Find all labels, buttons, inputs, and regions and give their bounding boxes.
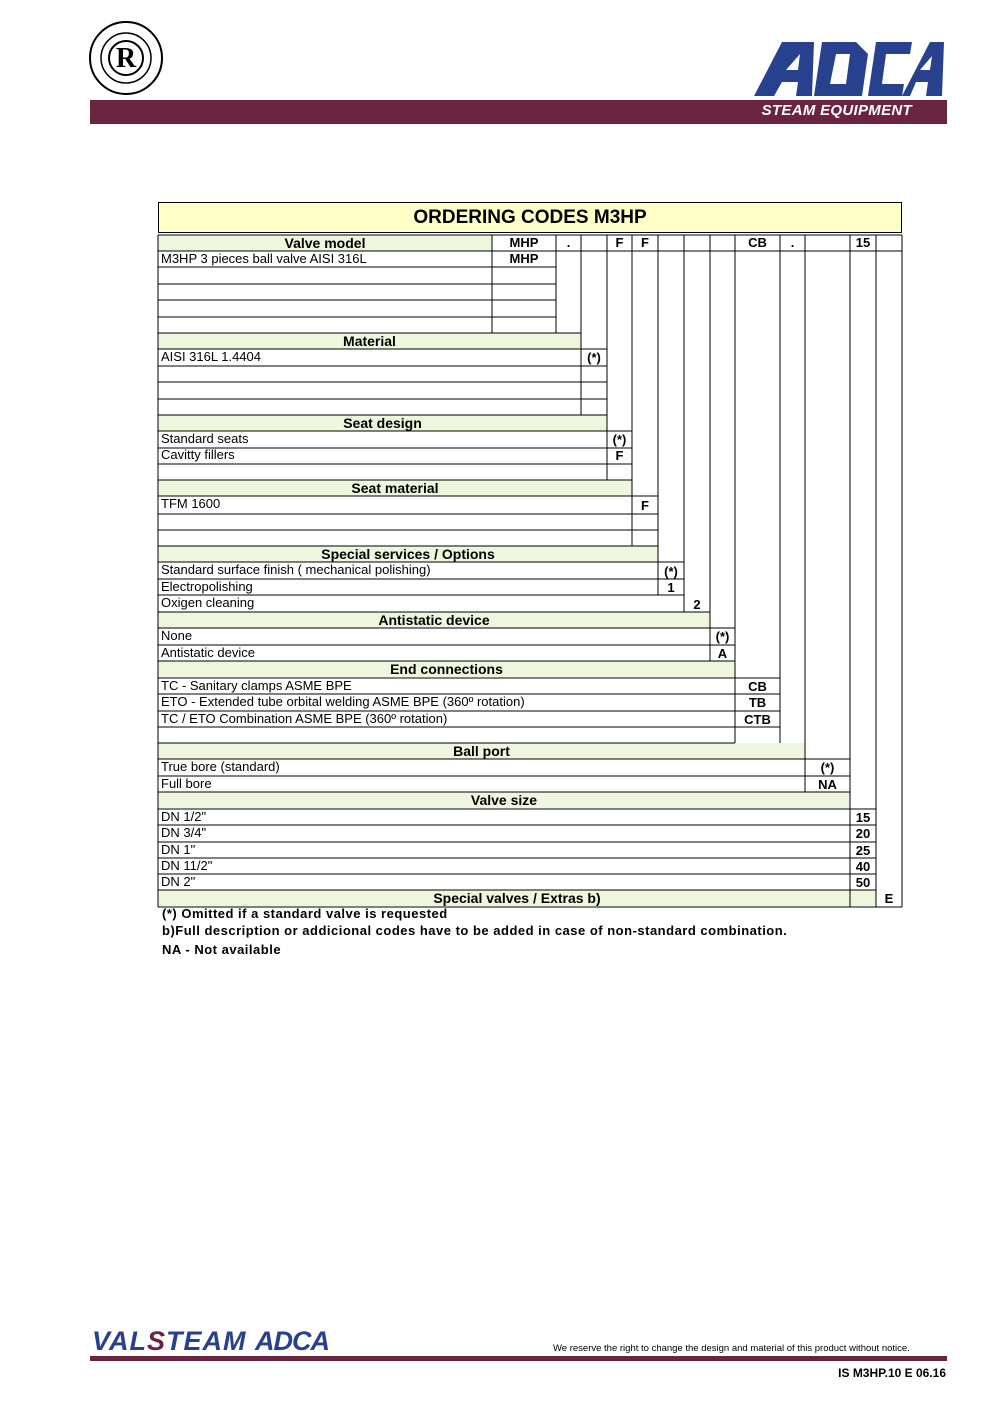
- note-standard: (*) Omitted if a standard valve is requested: [162, 906, 448, 921]
- section-extras: Special valves / Extras b): [158, 890, 876, 906]
- code-header-seat-design: F: [615, 235, 624, 250]
- valve-size-label-1: DN 1/2": [161, 809, 207, 824]
- section-seat-material: Seat material: [158, 480, 632, 496]
- seat-design-code-2: F: [615, 448, 624, 463]
- antistatic-label-2: Antistatic device: [161, 645, 255, 660]
- note-full-description: b)Full description or addicional codes have to be added in case of non-standard combination.: [162, 923, 788, 938]
- ball-port-code-1: (*): [820, 760, 835, 775]
- code-header-dot1: .: [566, 235, 571, 250]
- valsteam-adca-footer-logo: VALSTEAM ADCA: [92, 1326, 330, 1356]
- code-header-end-connection: CB: [748, 235, 767, 250]
- code-header-seat-material: F: [641, 235, 649, 250]
- valve-size-label-3: DN 1": [161, 842, 196, 857]
- seat-material-label: TFM 1600: [161, 496, 221, 511]
- section-valve-model: Valve model: [158, 235, 492, 251]
- section-seat-design: Seat design: [158, 415, 607, 431]
- svg-text:R: R: [115, 43, 137, 74]
- table-title: ORDERING CODES M3HP: [158, 202, 902, 233]
- special-services-label-2: Electropolishing: [161, 579, 253, 594]
- section-antistatic: Antistatic device: [158, 612, 710, 628]
- table-grid: [158, 202, 902, 908]
- special-services-code-1: (*): [664, 564, 678, 579]
- seat-design-label-1: Standard seats: [161, 431, 249, 446]
- material-code: (*): [587, 350, 601, 365]
- valve-size-label-2: DN 3/4": [161, 825, 207, 840]
- valve-model-code: MHP: [509, 251, 539, 266]
- extras-code: E: [884, 891, 894, 906]
- end-connection-label-2: ETO - Extended tube orbital welding ASME BPE (360º rotation): [161, 694, 525, 709]
- section-special-services: Special services / Options: [158, 546, 658, 562]
- brand-tagline: STEAM EQUIPMENT: [761, 102, 912, 119]
- end-connection-code-2: TB: [748, 695, 767, 710]
- footer-band: [90, 1356, 947, 1361]
- section-ball-port: Ball port: [158, 743, 805, 759]
- valve-model-label: M3HP 3 pieces ball valve AISI 316L: [161, 251, 367, 266]
- special-services-code-3: 2: [693, 597, 701, 612]
- seat-design-code-1: (*): [612, 432, 627, 447]
- valve-size-label-5: DN 2": [161, 874, 196, 889]
- code-header-dot2: .: [790, 235, 795, 250]
- antistatic-code-1: (*): [715, 629, 730, 644]
- ball-port-label-2: Full bore: [161, 776, 212, 791]
- special-services-label-3: Oxigen cleaning: [161, 595, 255, 610]
- ordering-codes-table: [158, 202, 902, 908]
- code-header-size: 15: [855, 235, 871, 250]
- valve-size-code-4: 40: [855, 859, 871, 874]
- valve-size-code-2: 20: [855, 826, 871, 841]
- end-connection-code-1: CB: [748, 679, 767, 694]
- section-end-connections: End connections: [158, 661, 735, 677]
- end-connection-label-1: TC - Sanitary clamps ASME BPE: [161, 678, 352, 693]
- document-code: IS M3HP.10 E 06.16: [838, 1366, 946, 1380]
- end-connection-label-3: TC / ETO Combination ASME BPE (360º rotation): [161, 711, 448, 726]
- lloyds-register-seal: [88, 20, 164, 101]
- valve-size-code-5: 50: [855, 875, 871, 890]
- antistatic-code-2: A: [717, 646, 728, 661]
- special-services-code-2: 1: [667, 580, 675, 595]
- valve-size-code-1: 15: [855, 810, 871, 825]
- end-connection-code-3: CTB: [744, 712, 771, 727]
- ball-port-code-2: NA: [818, 777, 837, 792]
- adca-logo: [752, 40, 947, 103]
- footer-notice: We reserve the right to change the design and material of this product without notice.: [553, 1343, 910, 1354]
- section-valve-size: Valve size: [158, 792, 850, 808]
- note-not-available: NA - Not available: [162, 942, 282, 957]
- ball-port-label-1: True bore (standard): [161, 759, 280, 774]
- antistatic-label-1: None: [161, 628, 193, 643]
- valve-size-code-3: 25: [855, 843, 871, 858]
- valve-size-label-4: DN 11/2": [161, 858, 213, 873]
- section-material: Material: [158, 333, 581, 349]
- seat-design-label-2: Cavitty fillers: [161, 447, 235, 462]
- code-header-model: MHP: [509, 235, 539, 250]
- seat-material-code: F: [641, 498, 649, 513]
- material-label: AISI 316L 1.4404: [161, 349, 261, 364]
- special-services-label-1: Standard surface finish ( mechanical polishing): [161, 562, 431, 577]
